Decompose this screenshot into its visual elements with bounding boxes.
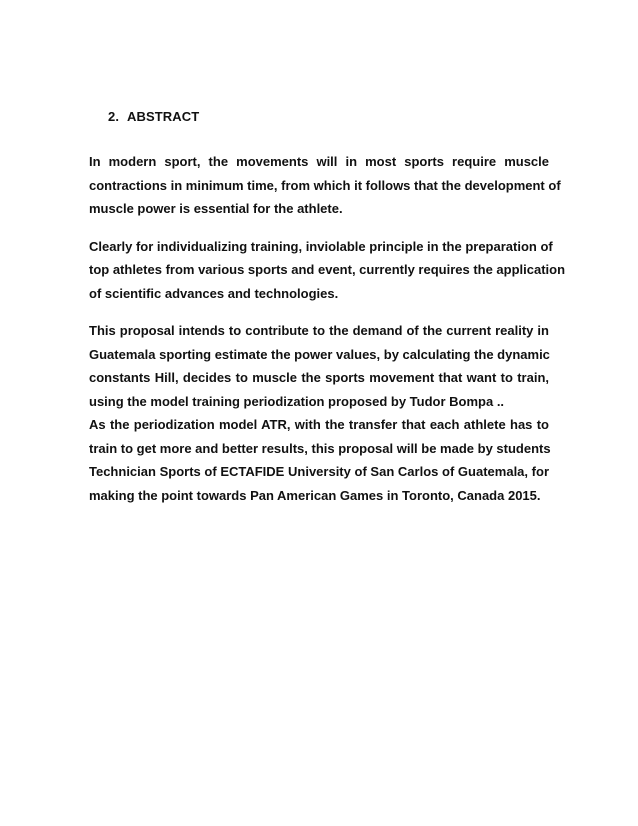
paragraph-line: As the periodization model ATR, with the transfer that each athlete has to xyxy=(89,417,549,432)
paragraph-line: Technician Sports of ECTAFIDE University of San Carlos of Guatemala, for xyxy=(89,464,549,479)
section-number: 2. xyxy=(108,109,120,124)
paragraph-line: Guatemala sporting estimate the power values, by calculating the dynamic xyxy=(89,346,550,362)
paragraph-line: muscle power is essential for the athlete. xyxy=(89,201,343,216)
paragraph-2 xyxy=(89,235,566,306)
paragraph-spacer xyxy=(89,305,549,319)
paragraph-line: top athletes from various sports and event, currently requires the application xyxy=(89,262,566,277)
paragraph-spacer xyxy=(89,221,549,235)
paragraph-line: using the model training periodization proposed by Tudor Bompa .. xyxy=(89,393,505,409)
paragraph-line: train to get more and better results, this proposal will be made by students xyxy=(89,440,551,456)
paragraph-line: contractions in minimum time, from which it follows that the development of xyxy=(89,177,561,193)
section-title: ABSTRACT xyxy=(127,109,200,124)
paragraph-line: In modern sport, the movements will in most sports require muscle xyxy=(89,154,549,169)
paragraph-line: This proposal intends to contribute to the demand of the current reality in xyxy=(89,323,549,338)
paragraph-3 xyxy=(89,319,549,413)
paragraph-line: constants Hill, decides to muscle the sports movement that want to train, xyxy=(89,370,549,385)
paragraph-line: Clearly for individualizing training, inviolable principle in the preparation of xyxy=(89,238,553,254)
paragraph-1 xyxy=(89,150,561,221)
abstract-body xyxy=(89,150,566,507)
paragraph-line: making the point towards Pan American Games in Toronto, Canada 2015. xyxy=(89,487,541,503)
paragraph-line: of scientific advances and technologies. xyxy=(89,285,339,301)
section-heading xyxy=(108,109,199,124)
paragraph-4 xyxy=(89,413,549,507)
